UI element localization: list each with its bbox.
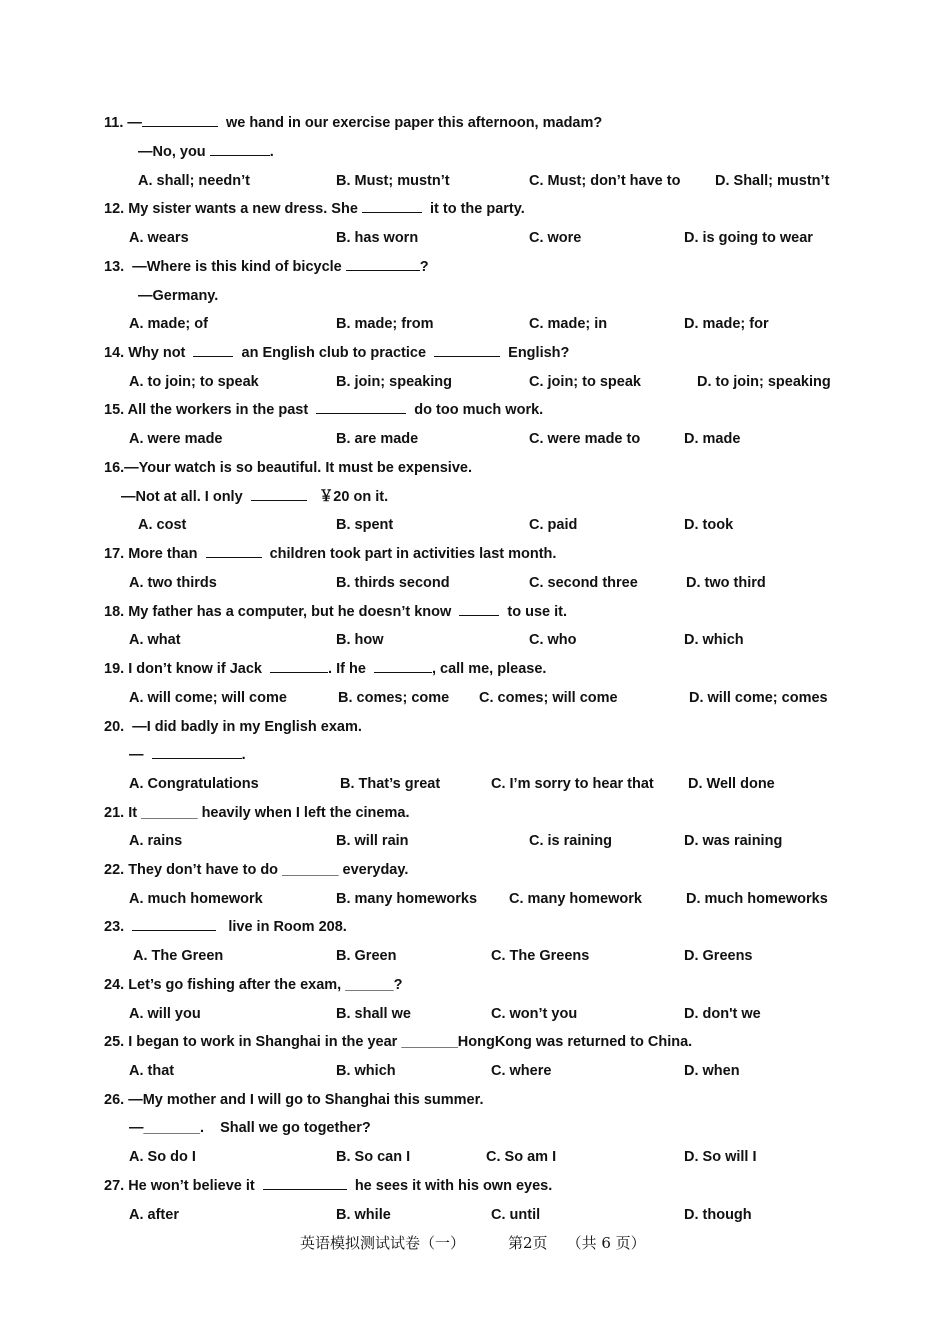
question-22-option-b: B. many homeworks bbox=[336, 891, 478, 907]
answer-blank bbox=[193, 344, 233, 357]
question-15-option-b: B. are made bbox=[336, 431, 419, 447]
answer-blank bbox=[346, 258, 420, 271]
page-total: （共 6 页） bbox=[566, 1234, 646, 1252]
question-14-option-d: D. to join; speaking bbox=[697, 374, 831, 390]
question-18-option-d: D. which bbox=[684, 632, 744, 648]
answer-blank bbox=[132, 918, 216, 931]
question-20-option-d: D. Well done bbox=[688, 776, 775, 792]
question-23-option-d: D. Greens bbox=[684, 948, 753, 964]
question-17-option-d: D. two third bbox=[686, 575, 766, 591]
page-footer bbox=[300, 1232, 646, 1253]
question-14-option-c: C. join; to speak bbox=[529, 374, 641, 390]
question-16-reply: —Not at all. I only ￥20 on it. bbox=[121, 489, 389, 505]
question-15-option-d: D. made bbox=[684, 431, 741, 447]
question-26-option-c: C. So am I bbox=[486, 1149, 557, 1165]
question-20-stem: 20. —I did badly in my English exam. bbox=[104, 719, 362, 735]
question-19-option-a: A. will come; will come bbox=[129, 690, 287, 706]
question-27-option-d: D. though bbox=[684, 1207, 752, 1223]
question-11-option-c: C. Must; don’t have to bbox=[529, 173, 681, 189]
question-12-stem: 12. My sister wants a new dress. She it to the party. bbox=[104, 201, 525, 217]
question-22-option-c: C. many homework bbox=[509, 891, 642, 907]
question-14-stem: 14. Why not an English club to practice English? bbox=[104, 345, 570, 361]
question-23-option-b: B. Green bbox=[336, 948, 397, 964]
answer-blank bbox=[362, 200, 422, 213]
question-11-option-d: D. Shall; mustn’t bbox=[715, 173, 830, 189]
question-16-option-b: B. spent bbox=[336, 517, 394, 533]
question-27-option-a: A. after bbox=[129, 1207, 179, 1223]
question-13-option-d: D. made; for bbox=[684, 316, 769, 332]
question-12-option-d: D. is going to wear bbox=[684, 230, 813, 246]
question-27-option-b: B. while bbox=[336, 1207, 391, 1223]
question-11-option-b: B. Must; mustn’t bbox=[336, 173, 450, 189]
question-20-option-a: A. Congratulations bbox=[129, 776, 259, 792]
question-25-option-c: C. where bbox=[491, 1063, 552, 1079]
question-16-stem: 16.—Your watch is so beautiful. It must be expensive. bbox=[104, 460, 472, 476]
question-19-option-d: D. will come; comes bbox=[689, 690, 828, 706]
answer-blank bbox=[263, 1177, 347, 1190]
exam-title: 英语模拟测试试卷（一） bbox=[300, 1234, 466, 1252]
question-12-option-a: A. wears bbox=[129, 230, 189, 246]
question-13-option-c: C. made; in bbox=[529, 316, 608, 332]
question-23-option-a: A. The Green bbox=[133, 948, 224, 964]
question-26-option-a: A. So do I bbox=[129, 1149, 196, 1165]
question-23-stem: 23. live in Room 208. bbox=[104, 919, 347, 935]
answer-blank bbox=[210, 143, 270, 156]
question-12-option-b: B. has worn bbox=[336, 230, 419, 246]
question-20-option-b: B. That’s great bbox=[340, 776, 441, 792]
question-18-option-b: B. how bbox=[336, 632, 384, 648]
question-23-option-c: C. The Greens bbox=[491, 948, 590, 964]
question-18-option-a: A. what bbox=[129, 632, 181, 648]
answer-blank bbox=[270, 660, 328, 673]
question-17-stem: 17. More than children took part in activities last month. bbox=[104, 546, 557, 562]
question-12-option-c: C. wore bbox=[529, 230, 582, 246]
question-13-reply: —Germany. bbox=[138, 288, 219, 304]
question-17-option-c: C. second three bbox=[529, 575, 638, 591]
question-11-reply: —No, you . bbox=[138, 144, 274, 160]
question-15-option-c: C. were made to bbox=[529, 431, 641, 447]
question-15-option-a: A. were made bbox=[129, 431, 223, 447]
question-24-option-a: A. will you bbox=[129, 1006, 201, 1022]
question-24-stem: 24. Let’s go fishing after the exam, ______? bbox=[104, 977, 403, 993]
page-number: 第2页 bbox=[507, 1234, 548, 1252]
question-13-stem: 13. —Where is this kind of bicycle ? bbox=[104, 259, 429, 275]
question-14-option-b: B. join; speaking bbox=[336, 374, 453, 390]
question-11-stem: 11. — we hand in our exercise paper this afternoon, madam? bbox=[104, 115, 603, 131]
question-27-option-c: C. until bbox=[491, 1207, 541, 1223]
question-19-option-c: C. comes; will come bbox=[479, 690, 618, 706]
question-16-option-c: C. paid bbox=[529, 517, 578, 533]
question-17-option-a: A. two thirds bbox=[129, 575, 217, 591]
question-21-option-c: C. is raining bbox=[529, 833, 612, 849]
answer-blank bbox=[142, 114, 218, 127]
question-21-stem: 21. It _______ heavily when I left the cinema. bbox=[104, 805, 410, 821]
question-18-stem: 18. My father has a computer, but he doesn’t know to use it. bbox=[104, 604, 568, 620]
question-26-reply: —_______. Shall we go together? bbox=[129, 1120, 371, 1136]
question-13-option-a: A. made; of bbox=[129, 316, 208, 332]
answer-blank bbox=[434, 344, 500, 357]
question-27-stem: 27. He won’t believe it he sees it with his own eyes. bbox=[104, 1178, 553, 1194]
question-15-stem: 15. All the workers in the past do too much work. bbox=[104, 402, 544, 418]
question-21-option-d: D. was raining bbox=[684, 833, 783, 849]
question-19-stem: 19. I don’t know if Jack . If he , call me, please. bbox=[104, 661, 547, 677]
question-25-option-b: B. which bbox=[336, 1063, 396, 1079]
question-26-option-d: D. So will I bbox=[684, 1149, 757, 1165]
question-22-stem: 22. They don’t have to do _______ everyday. bbox=[104, 862, 409, 878]
answer-blank bbox=[152, 746, 242, 759]
question-14-option-a: A. to join; to speak bbox=[129, 374, 259, 390]
question-16-option-d: D. took bbox=[684, 517, 734, 533]
question-20-option-c: C. I’m sorry to hear that bbox=[491, 776, 654, 792]
question-24-option-c: C. won’t you bbox=[491, 1006, 578, 1022]
question-13-option-b: B. made; from bbox=[336, 316, 434, 332]
question-24-option-b: B. shall we bbox=[336, 1006, 411, 1022]
question-26-option-b: B. So can I bbox=[336, 1149, 411, 1165]
question-11-option-a: A. shall; needn’t bbox=[138, 173, 250, 189]
question-25-option-d: D. when bbox=[684, 1063, 740, 1079]
question-17-option-b: B. thirds second bbox=[336, 575, 450, 591]
question-21-option-a: A. rains bbox=[129, 833, 183, 849]
answer-blank bbox=[316, 401, 406, 414]
answer-blank bbox=[206, 545, 262, 558]
answer-blank bbox=[374, 660, 432, 673]
question-25-option-a: A. that bbox=[129, 1063, 175, 1079]
answer-blank bbox=[459, 603, 499, 616]
question-21-option-b: B. will rain bbox=[336, 833, 409, 849]
question-22-option-d: D. much homeworks bbox=[686, 891, 828, 907]
question-16-option-a: A. cost bbox=[138, 517, 187, 533]
answer-blank bbox=[251, 488, 307, 501]
question-18-option-c: C. who bbox=[529, 632, 577, 648]
question-26-stem: 26. —My mother and I will go to Shanghai this summer. bbox=[104, 1092, 484, 1108]
question-19-option-b: B. comes; come bbox=[338, 690, 450, 706]
question-25-stem: 25. I began to work in Shanghai in the year _______HongKong was returned to China. bbox=[104, 1034, 693, 1050]
question-24-option-d: D. don't we bbox=[684, 1006, 761, 1022]
question-20-reply: — . bbox=[129, 747, 246, 763]
question-22-option-a: A. much homework bbox=[129, 891, 263, 907]
